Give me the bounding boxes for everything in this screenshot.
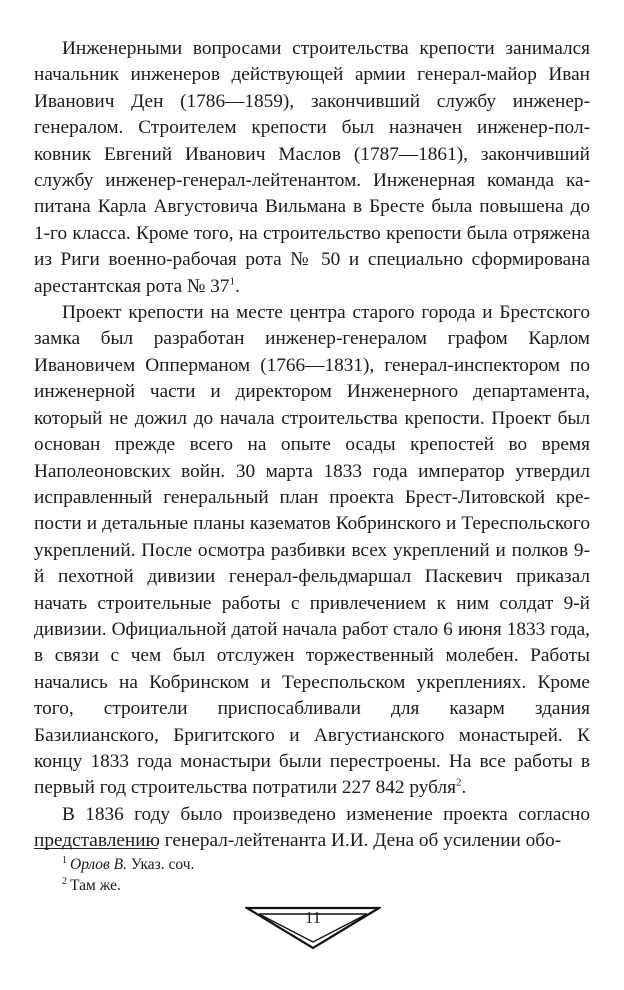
footnote-ref-1[interactable]: 1 bbox=[229, 275, 235, 288]
paragraph-1: Инженерными вопросами строительства крепости занимался начальник инженеров действующей армии генерал-майор Иван Иванович Ден (1786—1859), закончивший службу инженер-генералом. Строителем крепости был назначен инженер-полковник Евгений Иванович Маслов (1787—1861), закончивший службу инженер-генерал-лейтенантом. Инженерная команда капитана Карла Августовича Вильмана в Бресте была повышена до 1-го класса. Кроме того, на строительство крепости была отряжена из Риги военно-рабочая рота № 50 и специально сформирована арестантская рота № 37$^1$. bbox=[34, 38, 590, 297]
footnote-1 bbox=[62, 854, 562, 875]
page-number-marker bbox=[245, 906, 381, 950]
footnote-2 bbox=[62, 875, 562, 896]
footnotes bbox=[62, 854, 562, 896]
footnote-mark: 2 bbox=[62, 875, 67, 887]
paragraph-2: Проект крепости на месте центра старого города и Брестского замка был разработан инженер-генералом графом Карлом Ивановичем Опперманом (1766—1831), генерал-инспектором по инженерной части и директором Инженерного департамента, который не дожил до начала строительства крепости. Проект был основан прежде всего на опыте осады крепостей во время Наполеоновских войн. 30 марта 1833 года император утвердил исправленный генеральный план проекта Брест-Литовской крепости и детальные планы казематов Кобринского и Тереспольского укреплений. После осмотра разбивки всех укреплений и полков 9-й пехотной дивизии генерал-фельдмаршал Паскевич приказал начать строительные работы с привлечением к ним солдат 9-й дивизии. Официальной датой начала работ стало 6 июня 1833 года, в связи с чем был отслужен торжественный молебен. Работы начались на Кобринском и Тереспольском укреплениях. Кроме того, строители приспосабливали для казарм здания Базилианского, Бригитского и Августианского монастырей. К концу 1833 года монастыри были перестроены. На все работы в первый год строительства потратили 227 842 рубля$^2$. bbox=[34, 302, 590, 799]
footnote-divider bbox=[34, 848, 158, 849]
footnote-author: Орлов В. bbox=[70, 856, 127, 873]
footnote-text: Указ. соч. bbox=[127, 856, 195, 873]
footnote-ref-2[interactable]: 2 bbox=[455, 776, 462, 789]
page-number: 11 bbox=[304, 908, 322, 927]
footnote-mark: 1 bbox=[62, 854, 67, 866]
page-body bbox=[34, 36, 590, 855]
paragraph-3: В 1836 году было произведено изменение проекта согласно представлению генерал-лейтенанта И.И. Дена об усилении обо- bbox=[34, 803, 590, 852]
footnote-text: Там же. bbox=[70, 877, 121, 894]
